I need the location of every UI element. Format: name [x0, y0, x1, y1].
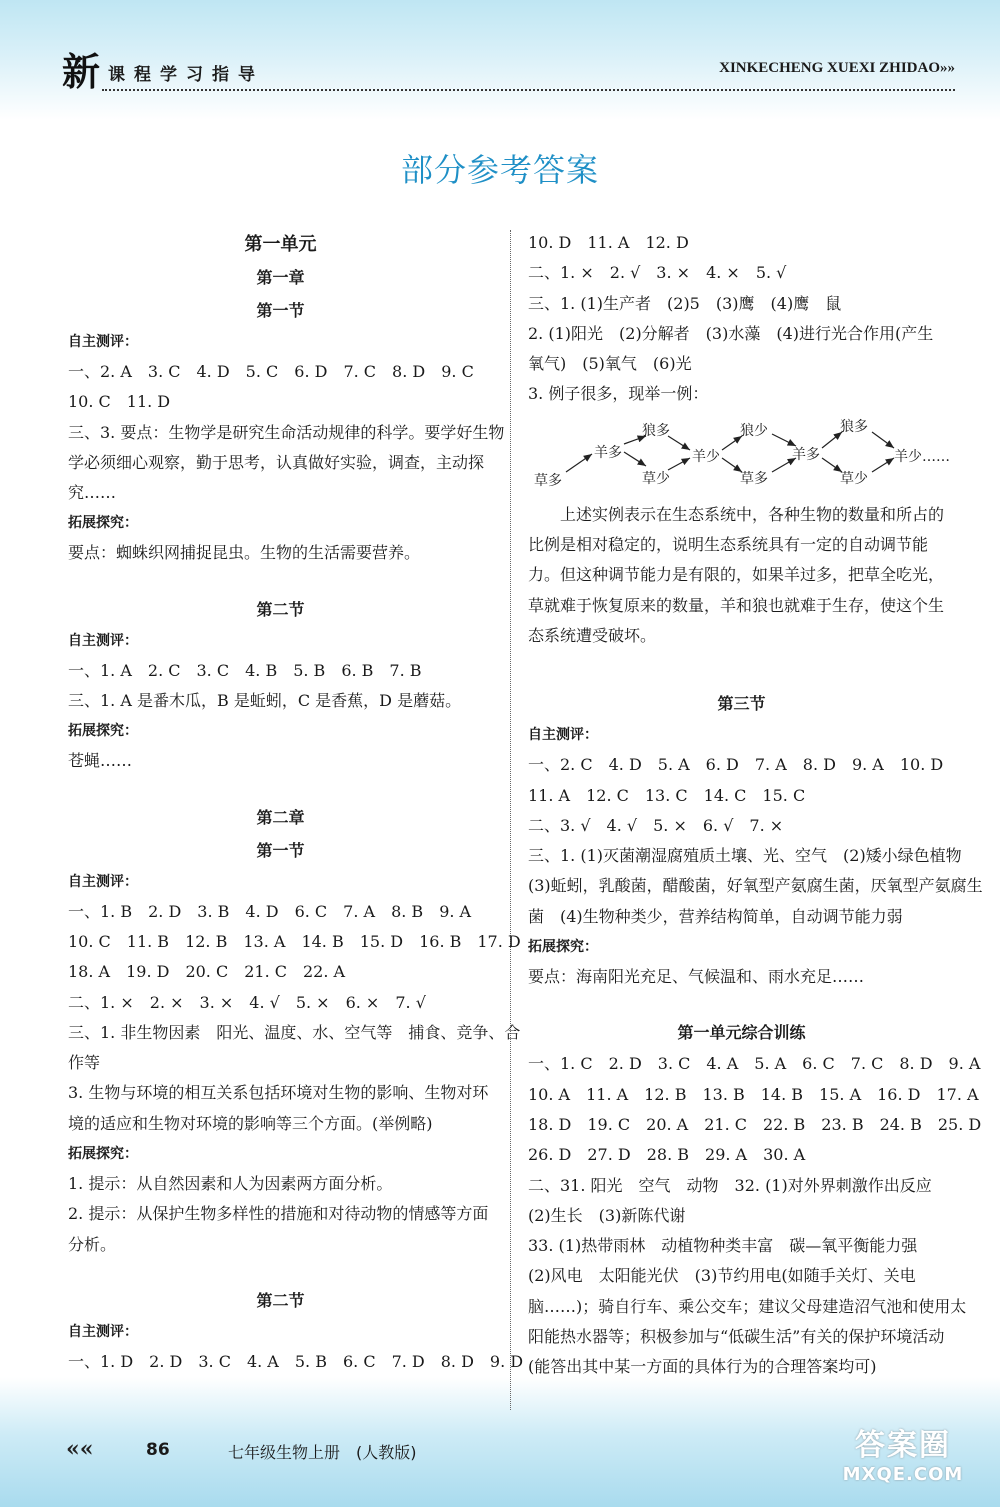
section-heading: 第一节	[256, 301, 305, 320]
section-heading: 第一单元综合训练	[677, 1023, 806, 1043]
section-heading: 第一节	[256, 840, 305, 860]
header-logo: 新	[62, 49, 101, 94]
answer-line: 脑……)；骑自行车、乘公交车；建议父母建造沼气池和使用太	[528, 1296, 967, 1316]
answer-line: 3. 生物与环境的相互关系包括环境对生物的影响、生物对环	[68, 1083, 489, 1103]
answer-line: 11. A 12. C 13. C 14. C 15. C	[528, 785, 806, 805]
answer-line: 阳能热水器等；积极参加与“低碳生活”有关的保护环境活动	[528, 1327, 945, 1347]
answer-line: 一、2. C 4. D 5. A 6. D 7. A 8. D 9. A 10. D	[528, 755, 944, 775]
answer-line: 氧气) (5)氧气 (6)光	[528, 354, 692, 374]
answer-line: 苍蝇……	[68, 751, 133, 771]
answer-line: 分析。	[68, 1234, 117, 1254]
chain-node: 羊少	[692, 448, 720, 465]
answer-line: 菌 (4)生物种类少，营养结构简单，自动调节能力弱	[528, 906, 903, 926]
header-divider	[102, 89, 955, 91]
answer-line: 究……	[68, 483, 117, 503]
answer-line: 3. 例子很多，现举一例：	[528, 384, 709, 404]
answer-line: 33. (1)热带雨林 动植物种类丰富 碳—氧平衡能力强	[528, 1236, 918, 1256]
section-label: 拓展探究：	[68, 723, 138, 740]
answer-line: 18. A 19. D 20. C 21. C 22. A	[68, 962, 346, 982]
chain-node: 羊少……	[894, 448, 950, 465]
food-chain-diagram	[528, 410, 955, 500]
chain-node: 草少	[642, 470, 670, 487]
explanation-paragraph: 上述实例表示在生态系统中，各种生物的数量和所占的比例是相对稳定的，说明生态系统具有一定的自动调节能力。但这种调节能力是有限的，如果羊过多，把草全吃光，草就难于恢复原来的数量，羊和狼也就难于生存，使这个生态系统遭受破坏。	[528, 504, 945, 645]
answer-line: 二、1. × 2. × 3. × 4. √ 5. × 6. × 7. √	[68, 992, 426, 1012]
right-column	[528, 228, 983, 1383]
header-title: 课程学习指导	[108, 65, 264, 85]
header-pinyin: XINKECHENG XUEXI ZHIDAO»»	[719, 60, 955, 76]
section-heading: 第二节	[256, 1290, 305, 1310]
answer-line: 10. C 11. B 12. B 13. A 14. B 15. D 16. B 17. D	[68, 931, 521, 951]
answer-line: 要点：蜘蛛织网捕捉昆虫。生物的生活需要营养。	[68, 543, 421, 563]
book-title: 七年级生物上册 (人教版)	[228, 1443, 417, 1462]
answer-line: 二、3. √ 4. √ 5. × 6. √ 7. ×	[528, 815, 784, 835]
section-label: 自主测评：	[68, 334, 138, 350]
answer-line: 2. (1)阳光 (2)分解者 (3)水藻 (4)进行光合作用(产生	[528, 323, 934, 343]
answer-line: 三、3. 要点：生物学是研究生命活动规律的科学。要学好生物	[68, 422, 505, 442]
answer-line: 学必须细心观察，勤于思考，认真做好实验，调查，主动探	[68, 452, 485, 472]
answer-line: (2)生长 (3)新陈代谢	[528, 1205, 686, 1225]
unit-heading: 第一单元	[244, 234, 317, 255]
double-chevron-left-icon: ««	[66, 1436, 94, 1462]
chain-node: 狼多	[840, 418, 868, 435]
answer-line: 三、1. (1)灭菌潮湿腐殖质土壤、光、空气 (2)矮小绿色植物	[528, 846, 962, 866]
answer-line: 18. D 19. C 20. A 21. C 22. B 23. B 24. B 25. D	[528, 1114, 982, 1134]
column-divider	[510, 230, 511, 1410]
answer-line: (3)蚯蚓，乳酸菌，醋酸菌，好氧型产氨腐生菌，厌氧型产氨腐生	[528, 876, 983, 896]
section-label: 自主测评：	[68, 873, 138, 890]
chain-node: 草多	[534, 472, 562, 489]
chapter-heading: 第一章	[256, 268, 305, 287]
answer-line: 三、1. A 是番木瓜，B 是蚯蚓，C 是香蕉，D 是蘑菇。	[68, 691, 462, 711]
section-label: 自主测评：	[68, 1323, 138, 1340]
page-header	[62, 49, 955, 94]
section-label: 自主测评：	[528, 727, 598, 744]
chapter-heading: 第二章	[256, 807, 305, 827]
section-label: 拓展探究：	[528, 939, 598, 956]
answer-line: 1. 提示：从自然因素和人为因素两方面分析。	[68, 1174, 393, 1194]
section-label: 拓展探究：	[68, 515, 138, 532]
chain-node: 羊多	[594, 444, 622, 461]
chain-node: 狼少	[740, 422, 768, 439]
page-title: 部分参考答案	[400, 151, 599, 189]
answer-line: 二、1. × 2. √ 3. × 4. × 5. √	[528, 263, 787, 283]
watermark-logo	[818, 1420, 988, 1500]
chain-node: 草少	[840, 470, 868, 487]
watermark-url: MXQE.COM	[842, 1464, 964, 1485]
chain-node: 狼多	[642, 422, 670, 439]
answer-line: 作等	[68, 1053, 101, 1073]
page-number: 86	[146, 1440, 170, 1460]
double-chevron-right-icon: »»	[940, 60, 955, 76]
section-heading: 第三节	[717, 694, 766, 714]
answer-line: 10. D 11. A 12. D	[528, 233, 689, 252]
section-label: 拓展探究：	[68, 1146, 138, 1163]
watermark-text: 答案圈	[855, 1428, 951, 1463]
answer-line: 26. D 27. D 28. B 29. A 30. A	[528, 1145, 806, 1165]
section-heading: 第二节	[256, 599, 305, 619]
answer-line: 一、1. B 2. D 3. B 4. D 6. C 7. A 8. B 9. A	[68, 901, 472, 921]
section-label: 自主测评：	[68, 632, 138, 649]
answer-line: 三、1. (1)生产者 (2)5 (3)鹰 (4)鹰 鼠	[528, 293, 842, 313]
answer-line: (能答出其中某一方面的具体行为的合理答案均可)	[528, 1357, 877, 1377]
answer-line: 要点：海南阳光充足、气候温和、雨水充足……	[528, 967, 865, 987]
answer-line: 一、1. D 2. D 3. C 4. A 5. B 6. C 7. D 8. D 9. D	[68, 1351, 524, 1371]
answer-line: (2)风电 太阳能光伏 (3)节约用电(如随手关灯、关电	[528, 1266, 916, 1286]
answer-line: 二、31. 阳光 空气 动物 32. (1)对外界刺激作出反应	[528, 1175, 932, 1195]
answer-line: 10. C 11. D	[68, 392, 171, 412]
answer-line: 境的适应和生物对环境的影响等三个方面。(举例略)	[68, 1113, 433, 1133]
left-column	[68, 228, 524, 1377]
answer-line: 2. 提示：从保护生物多样性的措施和对待动物的情感等方面	[68, 1204, 489, 1224]
chain-node: 羊多	[792, 446, 820, 463]
answer-line: 10. A 11. A 12. B 13. B 14. B 15. A 16. D 17. A	[528, 1084, 979, 1104]
answer-line: 一、1. C 2. D 3. C 4. A 5. A 6. C 7. C 8. D 9. A	[528, 1054, 981, 1074]
answer-line: 一、2. A 3. C 4. D 5. C 6. D 7. C 8. D 9. C	[68, 362, 474, 381]
answer-line: 三、1. 非生物因素 阳光、温度、水、空气等 捕食、竞争、合	[68, 1022, 521, 1042]
chain-node: 草多	[740, 470, 768, 487]
answer-line: 一、1. A 2. C 3. C 4. B 5. B 6. B 7. B	[68, 660, 422, 680]
